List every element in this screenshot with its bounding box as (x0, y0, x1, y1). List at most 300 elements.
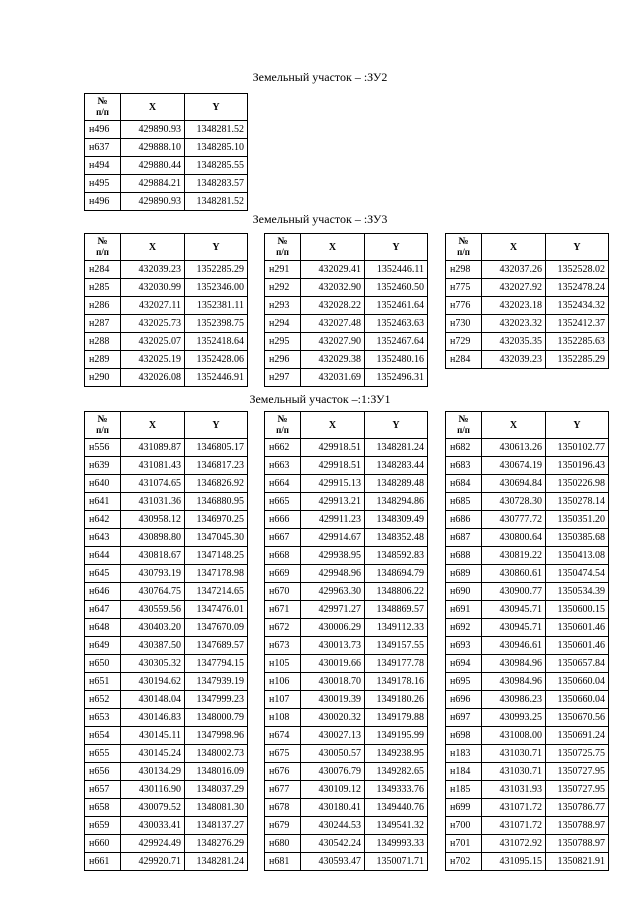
table-row (446, 583, 609, 601)
x-coordinate-cell: 429890.93 (121, 193, 185, 211)
x-coordinate-cell: 429911.23 (301, 511, 365, 529)
x-coordinate-cell: 432035.35 (482, 333, 546, 351)
y-coordinate-cell: 1347939.19 (185, 673, 248, 691)
table-row (265, 619, 428, 637)
table-row (85, 193, 248, 211)
point-number-cell: н108 (265, 709, 301, 727)
point-number-cell: н691 (446, 601, 482, 619)
point-number-cell: н666 (265, 511, 301, 529)
table-header-row (85, 234, 248, 261)
x-coordinate-cell: 432028.22 (301, 297, 365, 315)
table-row (85, 493, 248, 511)
y-coordinate-cell: 1349195.99 (365, 727, 428, 745)
x-coordinate-cell: 432027.11 (121, 297, 185, 315)
x-coordinate-cell: 430403.20 (121, 619, 185, 637)
point-number-cell: н687 (446, 529, 482, 547)
point-number-cell: н641 (85, 493, 121, 511)
y-coordinate-cell: 1347670.09 (185, 619, 248, 637)
table-row (85, 637, 248, 655)
point-number-cell: н658 (85, 799, 121, 817)
point-number-cell: н680 (265, 835, 301, 853)
x-coordinate-cell: 429890.93 (121, 121, 185, 139)
x-coordinate-cell: 429918.51 (301, 457, 365, 475)
header-pp: п/п (457, 247, 470, 257)
point-number-cell: н664 (265, 475, 301, 493)
table-row (85, 121, 248, 139)
point-number-cell: н651 (85, 673, 121, 691)
header-number-sign: № (277, 414, 288, 425)
table-row (85, 457, 248, 475)
x-coordinate-cell: 430764.75 (121, 583, 185, 601)
y-coordinate-cell: 1346970.25 (185, 511, 248, 529)
table-row (446, 333, 609, 351)
table-row (85, 763, 248, 781)
y-coordinate-cell: 1350102.77 (546, 439, 609, 457)
y-coordinate-cell: 1349238.95 (365, 745, 428, 763)
y-coordinate-cell: 1346805.17 (185, 439, 248, 457)
y-coordinate-cell: 1349440.76 (365, 799, 428, 817)
y-coordinate-cell: 1348276.29 (185, 835, 248, 853)
point-number-cell: н494 (85, 157, 121, 175)
point-number-cell: н652 (85, 691, 121, 709)
x-coordinate-cell: 430194.62 (121, 673, 185, 691)
point-number-cell: н495 (85, 175, 121, 193)
y-coordinate-cell: 1347998.96 (185, 727, 248, 745)
y-coordinate-cell: 1352463.63 (365, 315, 428, 333)
table-row (85, 475, 248, 493)
x-coordinate-cell: 429914.67 (301, 529, 365, 547)
table-row (446, 727, 609, 745)
y-coordinate-cell: 1352381.11 (185, 297, 248, 315)
y-coordinate-cell: 1350725.75 (546, 745, 609, 763)
y-coordinate-cell: 1348281.24 (185, 853, 248, 871)
x-coordinate-cell: 431072.92 (482, 835, 546, 853)
header-point-number (85, 412, 121, 439)
y-coordinate-cell: 1350660.04 (546, 691, 609, 709)
point-number-cell: н184 (446, 763, 482, 781)
point-number-cell: н663 (265, 457, 301, 475)
table-row (85, 279, 248, 297)
table-row (85, 817, 248, 835)
x-coordinate-cell: 430984.96 (482, 655, 546, 673)
x-coordinate-cell: 430860.61 (482, 565, 546, 583)
table-row (265, 709, 428, 727)
x-coordinate-cell: 430945.71 (482, 601, 546, 619)
table-row (446, 457, 609, 475)
point-number-cell: н643 (85, 529, 121, 547)
point-number-cell: н288 (85, 333, 121, 351)
table-row (446, 745, 609, 763)
point-number-cell: н701 (446, 835, 482, 853)
y-coordinate-cell: 1350670.56 (546, 709, 609, 727)
x-coordinate-cell: 429948.96 (301, 565, 365, 583)
point-number-cell: н639 (85, 457, 121, 475)
point-number-cell: н293 (265, 297, 301, 315)
table-row (446, 781, 609, 799)
point-number-cell: н681 (265, 853, 301, 871)
y-coordinate-cell: 1348081.30 (185, 799, 248, 817)
point-number-cell: н105 (265, 655, 301, 673)
x-coordinate-cell: 432027.48 (301, 315, 365, 333)
y-coordinate-cell: 1347999.23 (185, 691, 248, 709)
point-number-cell: н678 (265, 799, 301, 817)
header-number-sign: № (458, 414, 469, 425)
y-coordinate-cell: 1350226.98 (546, 475, 609, 493)
point-number-cell: н677 (265, 781, 301, 799)
table-row (85, 315, 248, 333)
point-number-cell: н295 (265, 333, 301, 351)
header-number-sign: № (458, 236, 469, 247)
x-coordinate-cell: 432029.41 (301, 261, 365, 279)
table-row (265, 439, 428, 457)
header-point-number (85, 94, 121, 121)
point-number-cell: н291 (265, 261, 301, 279)
x-coordinate-cell: 432039.23 (121, 261, 185, 279)
x-coordinate-cell: 429913.21 (301, 493, 365, 511)
point-number-cell: н649 (85, 637, 121, 655)
point-number-cell: н672 (265, 619, 301, 637)
point-number-cell: н653 (85, 709, 121, 727)
table-row (265, 817, 428, 835)
point-number-cell: н496 (85, 121, 121, 139)
x-coordinate-cell: 430674.19 (482, 457, 546, 475)
table-row (446, 493, 609, 511)
point-number-cell: н671 (265, 601, 301, 619)
table-row (85, 601, 248, 619)
point-number-cell: н285 (85, 279, 121, 297)
y-coordinate-cell: 1348289.48 (365, 475, 428, 493)
x-coordinate-cell: 432023.18 (482, 297, 546, 315)
table-row (265, 457, 428, 475)
table-row (265, 763, 428, 781)
table-header-row (85, 412, 248, 439)
point-number-cell: н669 (265, 565, 301, 583)
x-coordinate-cell: 431071.72 (482, 817, 546, 835)
point-number-cell: н676 (265, 763, 301, 781)
table-row (265, 261, 428, 279)
point-number-cell: н644 (85, 547, 121, 565)
table-row (265, 547, 428, 565)
table-row (446, 511, 609, 529)
point-number-cell: н662 (265, 439, 301, 457)
point-number-cell: н645 (85, 565, 121, 583)
point-number-cell: н667 (265, 529, 301, 547)
table-row (265, 799, 428, 817)
x-coordinate-cell: 432027.90 (301, 333, 365, 351)
x-coordinate-cell: 430019.66 (301, 655, 365, 673)
point-number-cell: н665 (265, 493, 301, 511)
x-coordinate-cell: 431030.71 (482, 763, 546, 781)
table-header-row (446, 234, 609, 261)
y-coordinate-cell: 1346817.23 (185, 457, 248, 475)
y-coordinate-cell: 1348352.48 (365, 529, 428, 547)
y-coordinate-cell: 1352446.91 (185, 369, 248, 387)
y-coordinate-cell: 1350788.97 (546, 817, 609, 835)
point-number-cell: н556 (85, 439, 121, 457)
y-coordinate-cell: 1348137.27 (185, 817, 248, 835)
y-coordinate-cell: 1348309.49 (365, 511, 428, 529)
point-number-cell: н654 (85, 727, 121, 745)
point-number-cell: н673 (265, 637, 301, 655)
table-row (85, 157, 248, 175)
table-row (85, 583, 248, 601)
y-coordinate-cell: 1348592.83 (365, 547, 428, 565)
point-number-cell: н679 (265, 817, 301, 835)
table-row (265, 673, 428, 691)
x-coordinate-cell: 430728.30 (482, 493, 546, 511)
x-coordinate-cell: 432032.90 (301, 279, 365, 297)
point-number-cell: н776 (446, 297, 482, 315)
point-number-cell: н668 (265, 547, 301, 565)
table-row (85, 547, 248, 565)
table-row (265, 565, 428, 583)
table-row (446, 475, 609, 493)
y-coordinate-cell: 1349178.16 (365, 673, 428, 691)
x-coordinate-cell: 430958.12 (121, 511, 185, 529)
y-coordinate-cell: 1350657.84 (546, 655, 609, 673)
x-coordinate-cell: 430305.32 (121, 655, 185, 673)
y-coordinate-cell: 1352428.06 (185, 351, 248, 369)
header-number-sign: № (97, 414, 108, 425)
table-row (85, 691, 248, 709)
table-header-row (265, 234, 428, 261)
header-pp: п/п (276, 247, 289, 257)
y-coordinate-cell: 1348285.10 (185, 139, 248, 157)
x-coordinate-cell: 432025.07 (121, 333, 185, 351)
x-coordinate-cell: 429880.44 (121, 157, 185, 175)
table-row (85, 799, 248, 817)
y-coordinate-cell: 1350351.20 (546, 511, 609, 529)
x-coordinate-cell: 430146.83 (121, 709, 185, 727)
table-row (85, 655, 248, 673)
y-coordinate-cell: 1348000.79 (185, 709, 248, 727)
x-coordinate-cell: 430079.52 (121, 799, 185, 817)
y-coordinate-cell: 1347476.01 (185, 601, 248, 619)
table-row (446, 619, 609, 637)
y-coordinate-cell: 1352446.11 (365, 261, 428, 279)
x-coordinate-cell: 430984.96 (482, 673, 546, 691)
header-x: X (301, 234, 365, 261)
y-coordinate-cell: 1350727.95 (546, 781, 609, 799)
header-pp: п/п (276, 425, 289, 435)
table-row (446, 439, 609, 457)
y-coordinate-cell: 1350727.95 (546, 763, 609, 781)
header-point-number (446, 412, 482, 439)
point-number-cell: н700 (446, 817, 482, 835)
table-row (265, 529, 428, 547)
y-coordinate-cell: 1348281.52 (185, 121, 248, 139)
header-x: X (482, 234, 546, 261)
point-number-cell: н286 (85, 297, 121, 315)
header-x: X (121, 412, 185, 439)
point-number-cell: н660 (85, 835, 121, 853)
table-row (85, 745, 248, 763)
table-row (446, 529, 609, 547)
point-number-cell: н107 (265, 691, 301, 709)
x-coordinate-cell: 429884.21 (121, 175, 185, 193)
section-title-zu3: Земельный участок – :ЗУ3 (252, 212, 388, 226)
point-number-cell: н292 (265, 279, 301, 297)
x-coordinate-cell: 430244.53 (301, 817, 365, 835)
table-row (265, 511, 428, 529)
table-row (85, 529, 248, 547)
table-row (446, 655, 609, 673)
point-number-cell: н693 (446, 637, 482, 655)
x-coordinate-cell: 430542.24 (301, 835, 365, 853)
header-point-number (265, 412, 301, 439)
table-row (265, 475, 428, 493)
table-header-row (85, 94, 248, 121)
x-coordinate-cell: 430019.39 (301, 691, 365, 709)
x-coordinate-cell: 431095.15 (482, 853, 546, 871)
table-row (85, 261, 248, 279)
x-coordinate-cell: 432031.69 (301, 369, 365, 387)
table-row (265, 583, 428, 601)
table-row (85, 673, 248, 691)
point-number-cell: н690 (446, 583, 482, 601)
point-number-cell: н640 (85, 475, 121, 493)
table-row (265, 655, 428, 673)
y-coordinate-cell: 1349112.33 (365, 619, 428, 637)
point-number-cell: н496 (85, 193, 121, 211)
header-y: Y (546, 234, 609, 261)
table-row (265, 601, 428, 619)
x-coordinate-cell: 430013.73 (301, 637, 365, 655)
table-row (265, 691, 428, 709)
x-coordinate-cell: 429971.27 (301, 601, 365, 619)
y-coordinate-cell: 1350071.71 (365, 853, 428, 871)
x-coordinate-cell: 432025.73 (121, 315, 185, 333)
point-number-cell: н648 (85, 619, 121, 637)
y-coordinate-cell: 1348016.09 (185, 763, 248, 781)
point-number-cell: н650 (85, 655, 121, 673)
y-coordinate-cell: 1352418.64 (185, 333, 248, 351)
y-coordinate-cell: 1348869.57 (365, 601, 428, 619)
coord-table-zu3-b (264, 233, 428, 387)
header-x: X (121, 234, 185, 261)
point-number-cell: н702 (446, 853, 482, 871)
y-coordinate-cell: 1352285.63 (546, 333, 609, 351)
header-point-number (265, 234, 301, 261)
y-coordinate-cell: 1348002.73 (185, 745, 248, 763)
point-number-cell: н675 (265, 745, 301, 763)
header-y: Y (365, 412, 428, 439)
header-y: Y (365, 234, 428, 261)
coord-table-zu1-b (264, 411, 428, 871)
x-coordinate-cell: 431081.43 (121, 457, 185, 475)
y-coordinate-cell: 1350474.54 (546, 565, 609, 583)
table-row (85, 139, 248, 157)
point-number-cell: н637 (85, 139, 121, 157)
point-number-cell: н298 (446, 261, 482, 279)
y-coordinate-cell: 1349180.26 (365, 691, 428, 709)
y-coordinate-cell: 1346826.92 (185, 475, 248, 493)
y-coordinate-cell: 1348283.57 (185, 175, 248, 193)
x-coordinate-cell: 430018.70 (301, 673, 365, 691)
table-row (446, 763, 609, 781)
x-coordinate-cell: 431030.71 (482, 745, 546, 763)
header-number-sign: № (97, 236, 108, 247)
table-row (446, 547, 609, 565)
point-number-cell: н730 (446, 315, 482, 333)
table-header-row (446, 412, 609, 439)
table-row (85, 297, 248, 315)
table-row (446, 315, 609, 333)
point-number-cell: н284 (446, 351, 482, 369)
point-number-cell: н688 (446, 547, 482, 565)
table-row (85, 835, 248, 853)
y-coordinate-cell: 1346880.95 (185, 493, 248, 511)
x-coordinate-cell: 430793.19 (121, 565, 185, 583)
point-number-cell: н642 (85, 511, 121, 529)
x-coordinate-cell: 432026.08 (121, 369, 185, 387)
point-number-cell: н185 (446, 781, 482, 799)
table-row (265, 745, 428, 763)
y-coordinate-cell: 1347178.98 (185, 565, 248, 583)
y-coordinate-cell: 1348283.44 (365, 457, 428, 475)
table-row (85, 369, 248, 387)
x-coordinate-cell: 429963.30 (301, 583, 365, 601)
table-row (85, 511, 248, 529)
x-coordinate-cell: 430145.24 (121, 745, 185, 763)
y-coordinate-cell: 1350278.14 (546, 493, 609, 511)
x-coordinate-cell: 430593.47 (301, 853, 365, 871)
y-coordinate-cell: 1352346.00 (185, 279, 248, 297)
y-coordinate-cell: 1347214.65 (185, 583, 248, 601)
table-row (85, 619, 248, 637)
y-coordinate-cell: 1352434.32 (546, 297, 609, 315)
header-x: X (121, 94, 185, 121)
table-row (446, 817, 609, 835)
table-row (265, 369, 428, 387)
table-row (265, 315, 428, 333)
x-coordinate-cell: 431089.87 (121, 439, 185, 457)
y-coordinate-cell: 1349282.65 (365, 763, 428, 781)
table-row (85, 333, 248, 351)
y-coordinate-cell: 1350385.68 (546, 529, 609, 547)
table-row (446, 835, 609, 853)
point-number-cell: н685 (446, 493, 482, 511)
y-coordinate-cell: 1348281.24 (365, 439, 428, 457)
header-x: X (301, 412, 365, 439)
x-coordinate-cell: 432023.32 (482, 315, 546, 333)
x-coordinate-cell: 430800.64 (482, 529, 546, 547)
point-number-cell: н698 (446, 727, 482, 745)
y-coordinate-cell: 1352461.64 (365, 297, 428, 315)
point-number-cell: н684 (446, 475, 482, 493)
y-coordinate-cell: 1348285.55 (185, 157, 248, 175)
x-coordinate-cell: 430387.50 (121, 637, 185, 655)
table-row (446, 279, 609, 297)
header-y: Y (546, 412, 609, 439)
y-coordinate-cell: 1352528.02 (546, 261, 609, 279)
x-coordinate-cell: 430819.22 (482, 547, 546, 565)
point-number-cell: н183 (446, 745, 482, 763)
y-coordinate-cell: 1349179.88 (365, 709, 428, 727)
coord-table-zu2 (84, 93, 248, 211)
y-coordinate-cell: 1348806.22 (365, 583, 428, 601)
x-coordinate-cell: 430148.04 (121, 691, 185, 709)
y-coordinate-cell: 1352478.24 (546, 279, 609, 297)
point-number-cell: н699 (446, 799, 482, 817)
x-coordinate-cell: 430986.23 (482, 691, 546, 709)
point-number-cell: н696 (446, 691, 482, 709)
point-number-cell: н695 (446, 673, 482, 691)
coord-table-zu1-c (445, 411, 609, 871)
x-coordinate-cell: 430946.61 (482, 637, 546, 655)
x-coordinate-cell: 432030.99 (121, 279, 185, 297)
point-number-cell: н683 (446, 457, 482, 475)
